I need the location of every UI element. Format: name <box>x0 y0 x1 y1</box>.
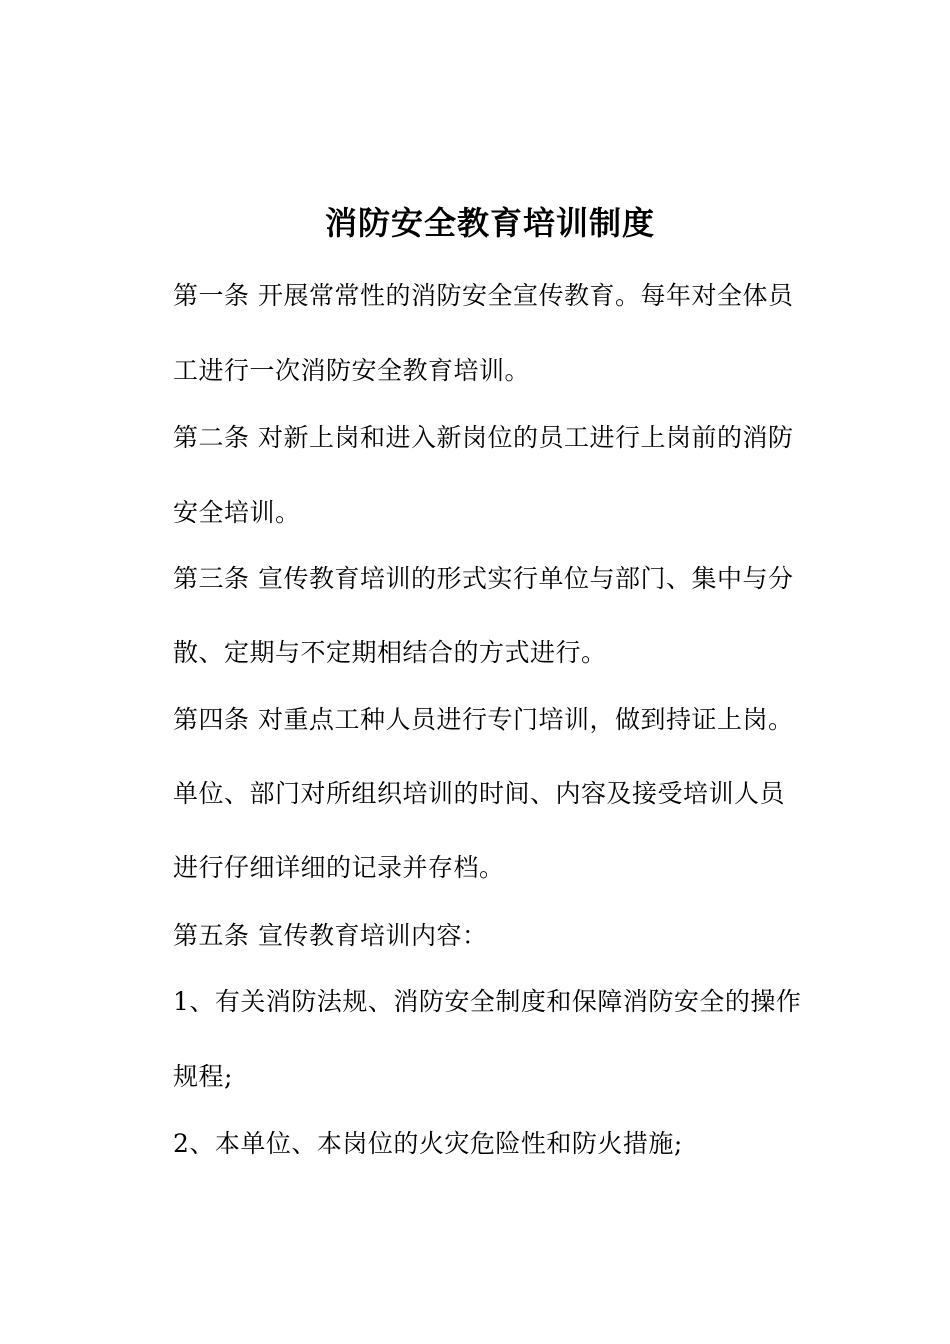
text-line-7: 第四条 对重点工种人员进行专门培训，做到持证上岗。 <box>173 705 794 734</box>
text-line-11: 1、有关消防法规、消防安全制度和保障消防安全的操作 <box>173 987 802 1016</box>
text-line-1: 第一条 开展常常性的消防安全宣传教育。每年对全体员 <box>173 281 794 310</box>
text-line-8: 单位、部门对所组织培训的时间、内容及接受培训人员 <box>173 779 786 808</box>
text-line-12: 规程; <box>173 1062 233 1091</box>
text-line-3: 第二条 对新上岗和进入新岗位的员工进行上岗前的消防 <box>173 423 794 452</box>
text-line-4: 安全培训。 <box>173 498 301 527</box>
text-line-13: 2、本单位、本岗位的火灾危险性和防火措施; <box>173 1129 683 1158</box>
text-line-9: 进行仔细详细的记录并存档。 <box>173 853 505 882</box>
text-line-5: 第三条 宣传教育培训的形式实行单位与部门、集中与分 <box>173 564 794 593</box>
text-line-10: 第五条 宣传教育培训内容： <box>173 921 488 950</box>
document-title: 消防安全教育培训制度 <box>324 204 655 242</box>
text-line-2: 工进行一次消防安全教育培训。 <box>173 356 531 385</box>
text-line-6: 散、定期与不定期相结合的方式进行。 <box>173 638 607 667</box>
